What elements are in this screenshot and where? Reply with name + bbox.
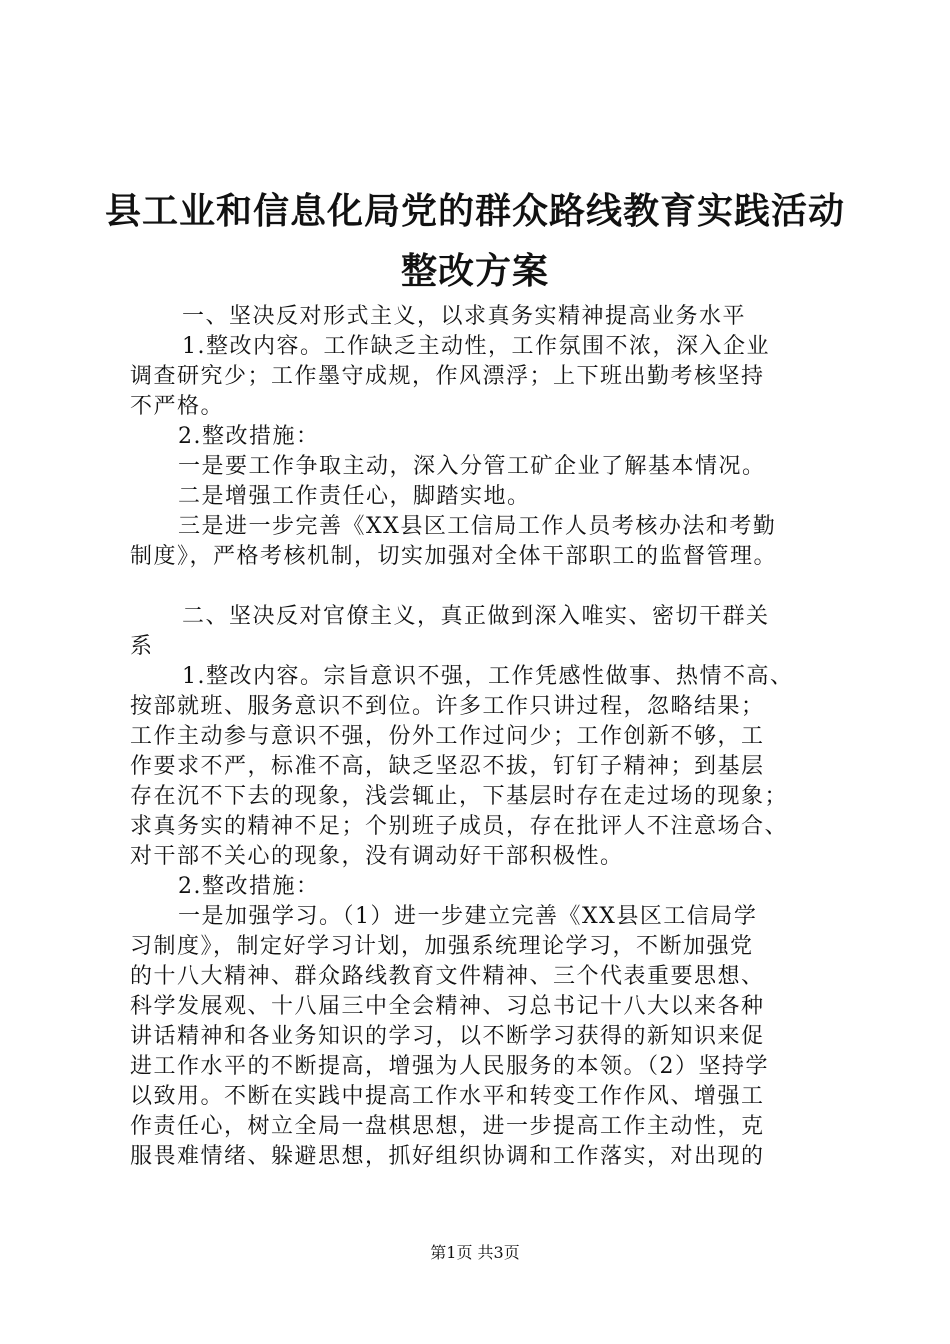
subheading-measures: 2.整改措施： xyxy=(178,874,320,899)
paragraph-line: 服畏难情绪、躲避思想，抓好组织协调和工作落实，对出现的 xyxy=(130,1144,765,1169)
document-title-line-1: 县工业和信息化局党的群众路线教育实践活动 xyxy=(104,191,845,232)
paragraph-line: 科学发展观、十八届三中全会精神、习总书记十八大以来各种 xyxy=(130,994,765,1019)
blank-line xyxy=(130,572,850,602)
paragraph-line: 工作主动参与意识不强，份外工作过问少；工作创新不够，工 xyxy=(130,724,765,749)
paragraph-line: 作责任心，树立全局一盘棋思想，进一步提高工作主动性，克 xyxy=(130,1114,765,1139)
subheading-measures: 2.整改措施： xyxy=(178,424,320,449)
paragraph-line: 对干部不关心的现象，没有调动好干部积极性。 xyxy=(130,844,624,869)
paragraph-line: 的十八大精神、群众路线教育文件精神、三个代表重要思想、 xyxy=(130,964,765,989)
paragraph-line: 不严格。 xyxy=(130,394,225,419)
paragraph-line: 习制度》，制定好学习计划，加强系统理论学习，不断加强党 xyxy=(130,934,754,959)
document-body xyxy=(130,302,850,1172)
paragraph-line: 1.整改内容。工作缺乏主动性，工作氛围不浓，深入企业 xyxy=(182,334,770,359)
paragraph-line: 按部就班、服务意识不到位。许多工作只讲过程，忽略结果； xyxy=(130,694,765,719)
paragraph-line: 二是增强工作责任心，脚踏实地。 xyxy=(178,484,531,509)
paragraph-line: 存在沉不下去的现象，浅尝辄止，下基层时存在走过场的现象； xyxy=(130,784,789,809)
paragraph-line: 一是加强学习。（1）进一步建立完善《XX县区工信局学 xyxy=(178,904,758,929)
section-heading-1: 一、坚决反对形式主义，以求真务实精神提高业务水平 xyxy=(182,304,747,329)
paragraph-line: 进工作水平的不断提高，增强为人民服务的本领。（2）坚持学 xyxy=(130,1054,769,1079)
paragraph-line: 三是进一步完善《XX县区工信局工作人员考核办法和考勤 xyxy=(178,514,777,539)
paragraph-line: 一是要工作争取主动，深入分管工矿企业了解基本情况。 xyxy=(178,454,766,479)
paragraph-line: 调查研究少；工作墨守成规，作风漂浮；上下班出勤考核坚持 xyxy=(130,364,765,389)
paragraph-line: 以致用。不断在实践中提高工作水平和转变工作作风、增强工 xyxy=(130,1084,765,1109)
paragraph-line: 1.整改内容。宗旨意识不强，工作凭感性做事、热情不高、 xyxy=(182,664,794,689)
page-number-footer: 第1页 共3页 xyxy=(430,1243,520,1262)
document-title-line-2: 整改方案 xyxy=(400,251,549,292)
paragraph-line: 作要求不严，标准不高，缺乏坚忍不拔，钉钉子精神；到基层 xyxy=(130,754,765,779)
section-heading-2: 二、坚决反对官僚主义，真正做到深入唯实、密切干群关 xyxy=(182,604,770,629)
paragraph-line: 制度》，严格考核机制，切实加强对全体干部职工的监督管理。 xyxy=(130,544,778,569)
paragraph-line: 讲话精神和各业务知识的学习，以不断学习获得的新知识来促 xyxy=(130,1024,765,1049)
paragraph-line: 系 xyxy=(130,634,154,659)
paragraph-line: 求真务实的精神不足；个别班子成员，存在批评人不注意场合、 xyxy=(130,814,789,839)
